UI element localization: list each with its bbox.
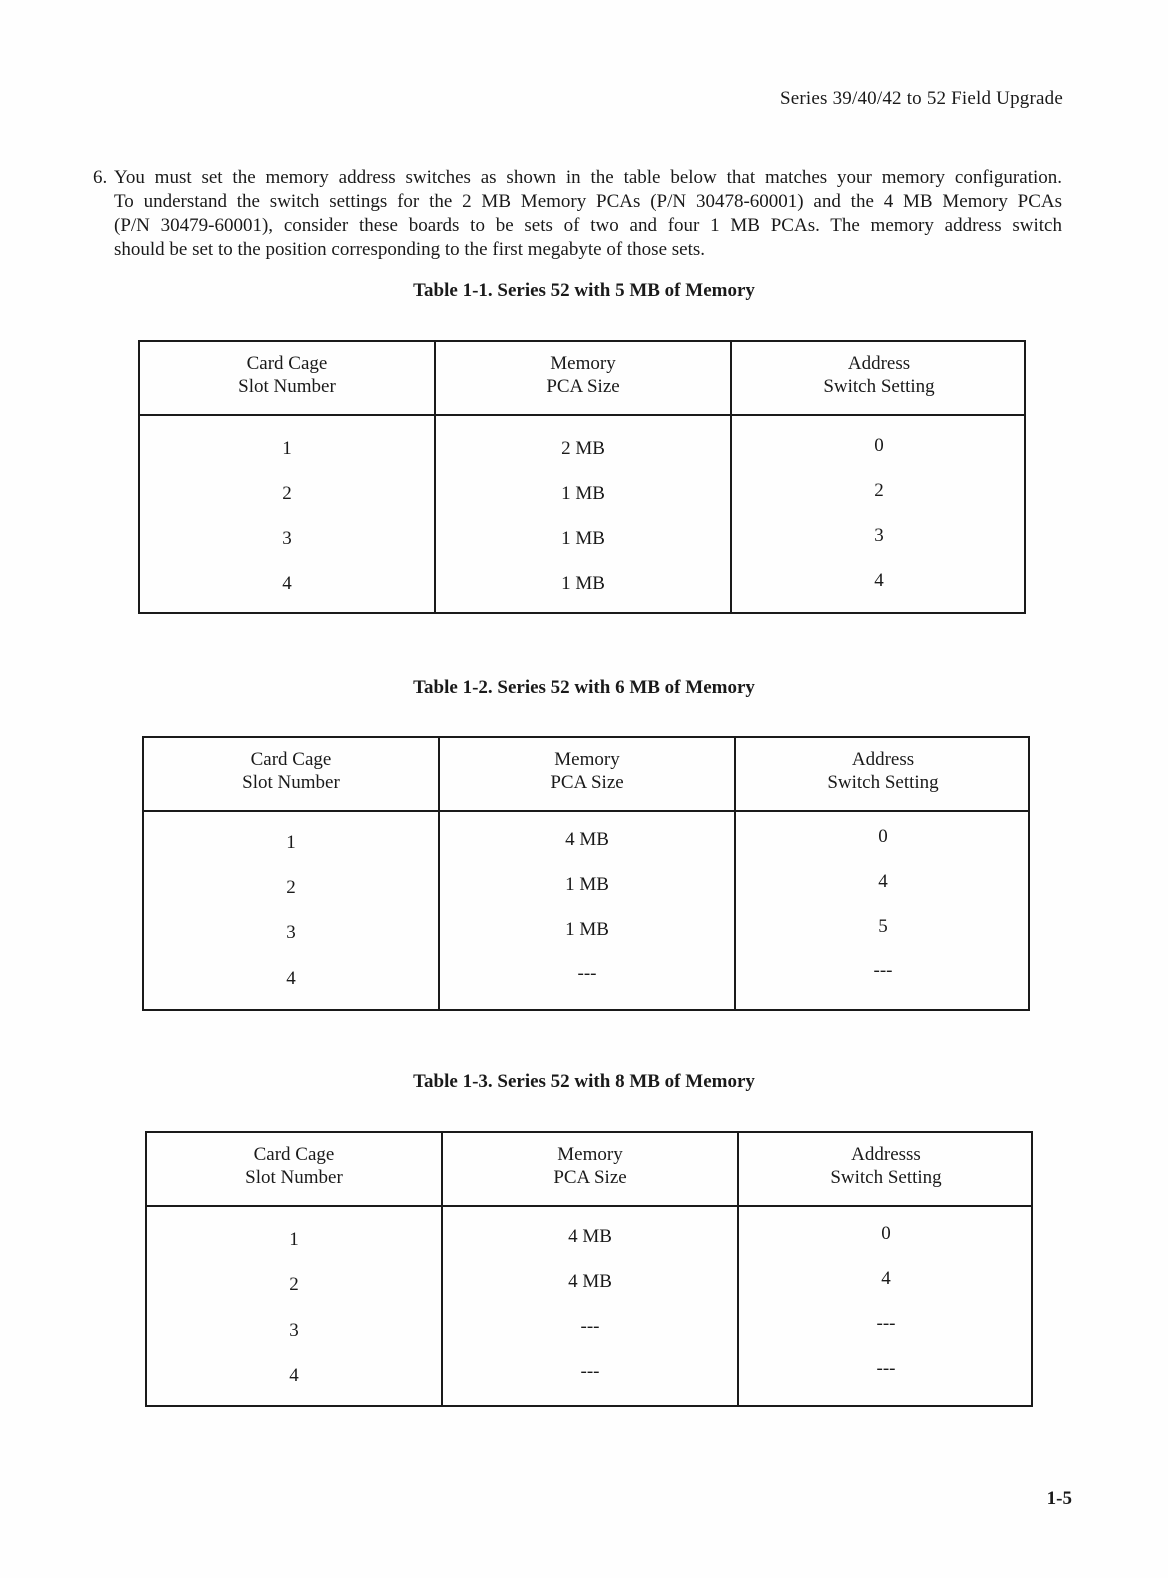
header-cell: Card Cage Slot Number xyxy=(242,749,340,793)
header-cell: Addresss Switch Setting xyxy=(830,1144,942,1188)
table-cell: --- xyxy=(580,1316,600,1337)
table-cell: 4 xyxy=(881,1268,891,1289)
table-cell: --- xyxy=(577,963,597,984)
table-cell: --- xyxy=(873,960,893,981)
running-header: Series 39/40/42 to 52 Field Upgrade xyxy=(780,88,1063,109)
header-cell: Memory PCA Size xyxy=(553,1144,627,1188)
header-cell: Card Cage Slot Number xyxy=(245,1144,343,1188)
table-cell: 0 xyxy=(878,826,888,847)
header-cell: Address Switch Setting xyxy=(827,749,939,793)
header-cell: Card Cage Slot Number xyxy=(238,353,336,397)
table-cell: 3 xyxy=(286,922,296,943)
paragraph-line: You must set the memory address switches as shown in the table below that matches your memory configuration. xyxy=(114,167,1062,188)
table-cell: 1 xyxy=(289,1229,299,1250)
table-caption: Table 1-2. Series 52 with 6 MB of Memory xyxy=(413,677,755,698)
memory-table xyxy=(138,340,1026,614)
table-cell: 4 xyxy=(878,871,888,892)
table-header-row xyxy=(140,342,1024,416)
table-header-row xyxy=(147,1133,1031,1207)
header-cell: Memory PCA Size xyxy=(546,353,620,397)
header-cell: Address Switch Setting xyxy=(823,353,935,397)
table-cell: 4 xyxy=(282,573,292,594)
table-cell: 2 xyxy=(289,1274,299,1295)
table-cell: --- xyxy=(580,1361,600,1382)
table-cell: 2 xyxy=(874,480,884,501)
table-caption: Table 1-1. Series 52 with 5 MB of Memory xyxy=(413,280,755,301)
column-divider xyxy=(434,342,436,612)
step-number: 6. xyxy=(93,167,108,188)
table-cell: 4 xyxy=(874,570,884,591)
table-cell: 2 xyxy=(286,877,296,898)
table-cell: 1 MB xyxy=(561,528,605,549)
table-cell: 0 xyxy=(881,1223,891,1244)
paragraph-line: (P/N 30479-60001), consider these boards to be sets of two and four 1 MB PCAs. The memory address switch xyxy=(114,215,1062,236)
table-cell: 1 xyxy=(282,438,292,459)
table-cell: 1 xyxy=(286,832,296,853)
table-cell: --- xyxy=(876,1358,896,1379)
table-cell: 4 xyxy=(289,1365,299,1386)
table-cell: 4 MB xyxy=(568,1226,612,1247)
table-cell: 2 xyxy=(282,483,292,504)
table-cell: 4 MB xyxy=(565,829,609,850)
table-cell: 3 xyxy=(282,528,292,549)
table-cell: 1 MB xyxy=(565,874,609,895)
table-cell: 4 xyxy=(286,968,296,989)
table-cell: --- xyxy=(876,1313,896,1334)
table-cell: 5 xyxy=(878,916,888,937)
memory-table xyxy=(142,736,1030,1011)
table-cell: 1 MB xyxy=(561,573,605,594)
header-cell: Memory PCA Size xyxy=(550,749,624,793)
table-caption: Table 1-3. Series 52 with 8 MB of Memory xyxy=(413,1071,755,1092)
table-cell: 3 xyxy=(874,525,884,546)
table-header-row xyxy=(144,738,1028,812)
paragraph-line: should be set to the position corresponding to the first megabyte of those sets. xyxy=(114,239,706,260)
memory-table xyxy=(145,1131,1033,1407)
table-cell: 1 MB xyxy=(561,483,605,504)
paragraph-line: To understand the switch settings for the 2 MB Memory PCAs (P/N 30478-60001) and the 4 MB Memory PCAs xyxy=(114,191,1062,212)
table-cell: 2 MB xyxy=(561,438,605,459)
table-cell: 4 MB xyxy=(568,1271,612,1292)
page-number: 1-5 xyxy=(1046,1488,1072,1509)
table-cell: 1 MB xyxy=(565,919,609,940)
table-cell: 0 xyxy=(874,435,884,456)
table-cell: 3 xyxy=(289,1320,299,1341)
